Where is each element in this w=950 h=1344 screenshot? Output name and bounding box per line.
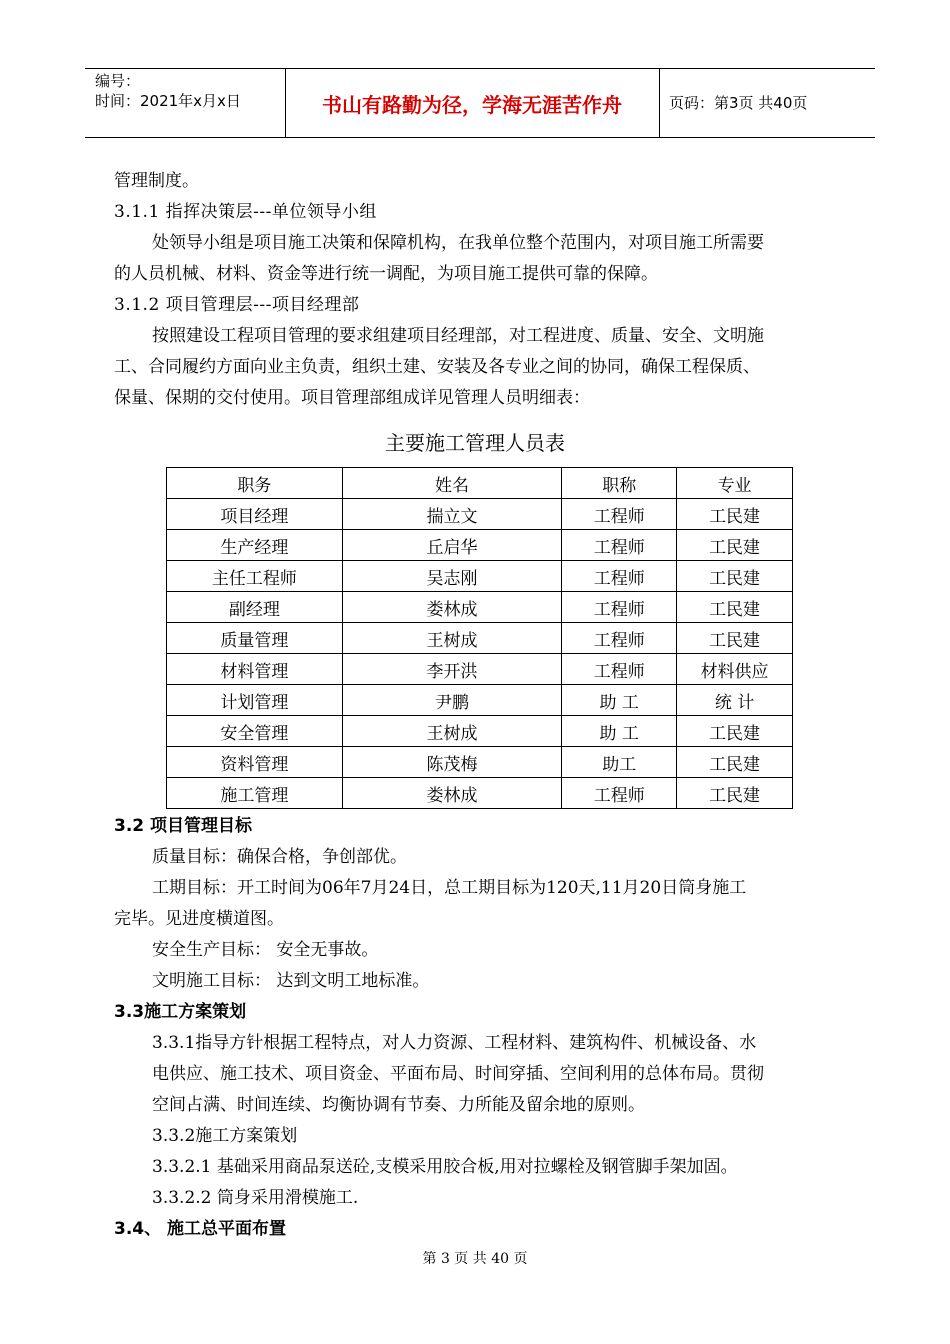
table-cell: 资料管理 bbox=[167, 747, 343, 778]
table-cell: 工程师 bbox=[562, 530, 677, 561]
table-row bbox=[167, 778, 793, 809]
goal-schedule-cont: 完毕。见进度横道图。 bbox=[114, 909, 284, 929]
table-cell: 助 工 bbox=[562, 716, 677, 747]
table-cell: 工程师 bbox=[562, 778, 677, 809]
body-line: 按照建设工程项目管理的要求组建项目经理部，对工程进度、质量、安全、文明施 bbox=[152, 326, 764, 346]
table-cell: 李开洪 bbox=[342, 654, 562, 685]
table-row bbox=[167, 499, 793, 530]
table-row bbox=[167, 747, 793, 778]
table-cell: 娄林成 bbox=[342, 592, 562, 623]
section-heading-3-3: 3.3施工方案策划 bbox=[114, 1002, 247, 1022]
table-cell: 工程师 bbox=[562, 654, 677, 685]
table-row bbox=[167, 561, 793, 592]
table-cell: 王树成 bbox=[342, 623, 562, 654]
table-cell: 工民建 bbox=[677, 592, 793, 623]
section-heading-3-3-2: 3.3.2施工方案策划 bbox=[152, 1126, 298, 1146]
header-page-number: 页码：第3页 共40页 bbox=[669, 94, 808, 112]
table-cell: 助工 bbox=[562, 747, 677, 778]
table-cell: 工民建 bbox=[677, 530, 793, 561]
table-cell: 丘启华 bbox=[342, 530, 562, 561]
table-cell: 工程师 bbox=[562, 499, 677, 530]
section-heading-3-2: 3.2 项目管理目标 bbox=[114, 816, 253, 836]
goal-safety: 安全生产目标： 安全无事故。 bbox=[152, 940, 379, 960]
body-line: 电供应、施工技术、项目资金、平面布局、时间穿插、空间利用的总体布局。贯彻 bbox=[152, 1064, 764, 1084]
table-cell: 工民建 bbox=[677, 778, 793, 809]
document-time: 时间：2021年x月x日 bbox=[95, 92, 241, 110]
table-row bbox=[167, 716, 793, 747]
table-row bbox=[167, 654, 793, 685]
body-line: 的人员机械、材料、资金等进行统一调配，为项目施工提供可靠的保障。 bbox=[114, 264, 658, 284]
page-footer: 第 3 页 共 40 页 bbox=[422, 1251, 528, 1267]
staff-table bbox=[166, 467, 793, 809]
section-heading-3-4: 3.4、 施工总平面布置 bbox=[114, 1219, 287, 1239]
table-cell: 统 计 bbox=[677, 685, 793, 716]
column-header: 职称 bbox=[562, 468, 677, 499]
column-header: 职务 bbox=[167, 468, 343, 499]
table-cell: 工程师 bbox=[562, 561, 677, 592]
table-cell: 工民建 bbox=[677, 747, 793, 778]
goal-quality: 质量目标：确保合格，争创部优。 bbox=[152, 847, 407, 867]
table-row bbox=[167, 592, 793, 623]
body-line: 3.3.2.1 基础采用商品泵送砼,支模采用胶合板,用对拉螺栓及钢管脚手架加固。 bbox=[152, 1157, 738, 1177]
table-cell: 生产经理 bbox=[167, 530, 343, 561]
body-line: 工、合同履约方面向业主负责，组织土建、安装及各专业之间的协同，确保工程保质、 bbox=[114, 357, 760, 377]
table-title: 主要施工管理人员表 bbox=[385, 431, 565, 455]
header-motto: 书山有路勤为径，学海无涯苦作舟 bbox=[322, 93, 622, 117]
table-cell: 王树成 bbox=[342, 716, 562, 747]
table-cell: 娄林成 bbox=[342, 778, 562, 809]
section-heading-3-1-1: 3.1.1 指挥决策层---单位领导小组 bbox=[114, 202, 377, 222]
header-divider bbox=[659, 69, 660, 137]
table-cell: 材料管理 bbox=[167, 654, 343, 685]
column-header: 姓名 bbox=[342, 468, 562, 499]
header-meta bbox=[95, 71, 241, 111]
goal-civilized: 文明施工目标： 达到文明工地标准。 bbox=[152, 971, 430, 991]
body-line: 空间占满、时间连续、均衡协调有节奏、力所能及留余地的原则。 bbox=[152, 1095, 645, 1115]
table-cell: 副经理 bbox=[167, 592, 343, 623]
table-cell: 材料供应 bbox=[677, 654, 793, 685]
table-cell: 工程师 bbox=[562, 623, 677, 654]
table-cell: 工民建 bbox=[677, 716, 793, 747]
body-line: 3.3.2.2 筒身采用滑模施工. bbox=[152, 1188, 359, 1208]
table-row bbox=[167, 623, 793, 654]
table-cell: 质量管理 bbox=[167, 623, 343, 654]
table-cell: 吴志刚 bbox=[342, 561, 562, 592]
table-cell: 项目经理 bbox=[167, 499, 343, 530]
table-cell: 揣立文 bbox=[342, 499, 562, 530]
table-cell: 工民建 bbox=[677, 499, 793, 530]
body-line: 处领导小组是项目施工决策和保障机构，在我单位整个范围内，对项目施工所需要 bbox=[152, 233, 764, 253]
table-cell: 陈茂梅 bbox=[342, 747, 562, 778]
section-heading-3-1-2: 3.1.2 项目管理层---项目经理部 bbox=[114, 295, 360, 315]
table-cell: 安全管理 bbox=[167, 716, 343, 747]
page-header bbox=[85, 68, 875, 138]
table-cell: 助 工 bbox=[562, 685, 677, 716]
table-cell: 施工管理 bbox=[167, 778, 343, 809]
column-header: 专业 bbox=[677, 468, 793, 499]
table-cell: 工民建 bbox=[677, 561, 793, 592]
table-header-row bbox=[167, 468, 793, 499]
body-line: 3.3.1指导方针根据工程特点，对人力资源、工程材料、建筑构件、机械设备、水 bbox=[152, 1033, 757, 1053]
table-cell: 工民建 bbox=[677, 623, 793, 654]
goal-schedule: 工期目标：开工时间为06年7月24日，总工期目标为120天,11月20日筒身施工 bbox=[152, 878, 747, 898]
table-row bbox=[167, 530, 793, 561]
table-cell: 尹鹏 bbox=[342, 685, 562, 716]
table-cell: 工程师 bbox=[562, 592, 677, 623]
body-line: 保量、保期的交付使用。项目管理部组成详见管理人员明细表： bbox=[114, 388, 590, 408]
table-cell: 主任工程师 bbox=[167, 561, 343, 592]
body-line: 管理制度。 bbox=[114, 171, 199, 191]
table-cell: 计划管理 bbox=[167, 685, 343, 716]
table-row bbox=[167, 685, 793, 716]
document-number: 编号： bbox=[95, 72, 141, 90]
